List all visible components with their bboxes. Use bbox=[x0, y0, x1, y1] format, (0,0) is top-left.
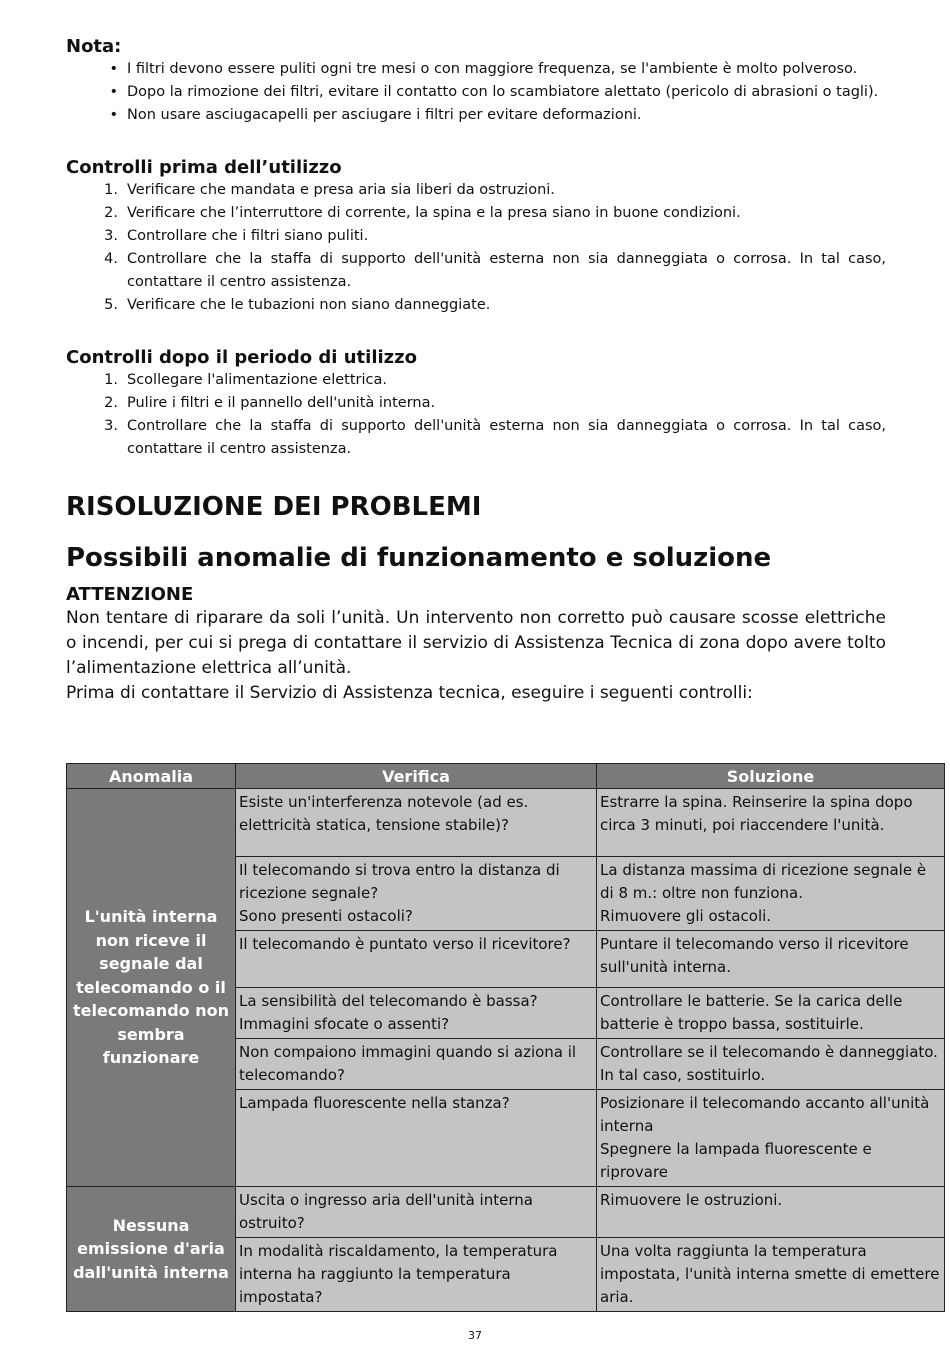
soluzione-cell: Controllare le batterie. Se la carica delle batterie è troppo bassa, sostituirle. bbox=[597, 988, 945, 1039]
verifica-cell: In modalità riscaldamento, la temperatura interna ha raggiunto la temperatura impostata? bbox=[236, 1238, 597, 1312]
controlli-dopo-title: Controlli dopo il periodo di utilizzo bbox=[66, 347, 417, 368]
list-item: • I filtri devono essere puliti ogni tre mesi o con maggiore frequenza, se l'ambiente è molto polveroso. bbox=[109, 61, 858, 77]
header-anomalia: Anomalia bbox=[67, 764, 236, 789]
table-row bbox=[67, 789, 945, 857]
anomaly-cell: L'unità interna non riceve il segnale dal telecomando o il telecomando non sembra funzionare bbox=[67, 789, 236, 1187]
attention-title: ATTENZIONE bbox=[66, 584, 194, 605]
controlli-prima-list bbox=[66, 179, 886, 317]
verifica-cell: La sensibilità del telecomando è bassa? Immagini sfocate o assenti? bbox=[236, 988, 597, 1039]
list-item: 1. Verificare che mandata e presa aria sia liberi da ostruzioni. bbox=[104, 182, 555, 198]
header-soluzione: Soluzione bbox=[597, 764, 945, 789]
verifica-cell: Lampada fluorescente nella stanza? bbox=[236, 1090, 597, 1187]
header-verifica: Verifica bbox=[236, 764, 597, 789]
list-item: 5. Verificare che le tubazioni non siano danneggiate. bbox=[104, 297, 491, 313]
table-row bbox=[67, 1187, 945, 1238]
soluzione-cell: Estrarre la spina. Reinserire la spina dopo circa 3 minuti, poi riaccendere l'unità. bbox=[597, 789, 945, 857]
soluzione-cell: Una volta raggiunta la temperatura impostata, l'unità interna smette di emettere aria. bbox=[597, 1238, 945, 1312]
list-item-text: Dopo la rimozione dei filtri, evitare il contatto con lo scambiatore alettato (pericolo di abrasioni o tagli). bbox=[127, 84, 879, 100]
list-item: • Non usare asciugacapelli per asciugare i filtri per evitare deformazioni. bbox=[109, 107, 642, 123]
verifica-cell: Esiste un'interferenza notevole (ad es. elettricità statica, tensione stabile)? bbox=[236, 789, 597, 857]
soluzione-cell: Posizionare il telecomando accanto all'unità interna Spegnere la lampada fluorescente e riprovare bbox=[597, 1090, 945, 1187]
list-item: 2. Verificare che l’interruttore di corrente, la spina e la presa siano in buone condizioni. bbox=[104, 205, 741, 221]
verifica-cell: Non compaiono immagini quando si aziona il telecomando? bbox=[236, 1039, 597, 1090]
list-item: • Dopo la rimozione dei filtri, evitare il contatto con lo scambiatore alettato (pericolo di abrasioni o tagli). bbox=[109, 84, 879, 100]
verifica-cell: Uscita o ingresso aria dell'unità interna ostruito? bbox=[236, 1187, 597, 1238]
section-subtitle: Possibili anomalie di funzionamento e soluzione bbox=[66, 543, 772, 573]
controlli-prima-title: Controlli prima dell’utilizzo bbox=[66, 157, 342, 178]
soluzione-cell: Rimuovere le ostruzioni. bbox=[597, 1187, 945, 1238]
list-item: 3. Controllare che la staffa di supporto dell'unità esterna non sia danneggiata o corrosa. In tal caso, contattare il centro assistenza. bbox=[104, 418, 886, 457]
list-item: 3. Controllare che i filtri siano puliti. bbox=[104, 228, 369, 244]
anomaly-cell: Nessuna emissione d'aria dall'unità interna bbox=[67, 1187, 236, 1312]
nota-list bbox=[66, 58, 886, 127]
page-number: 37 bbox=[468, 1329, 482, 1342]
list-item: 1. Scollegare l'alimentazione elettrica. bbox=[104, 372, 387, 388]
page-content bbox=[66, 36, 886, 706]
section-title: RISOLUZIONE DEI PROBLEMI bbox=[66, 492, 482, 522]
controlli-dopo-list bbox=[66, 369, 886, 461]
intro-text: Prima di contattare il Servizio di Assistenza tecnica, eseguire i seguenti controlli: bbox=[66, 683, 753, 703]
soluzione-cell: La distanza massima di ricezione segnale è di 8 m.: oltre non funziona. Rimuovere gli ostacoli. bbox=[597, 857, 945, 931]
verifica-cell: Il telecomando è puntato verso il ricevitore? bbox=[236, 931, 597, 988]
nota-title: Nota: bbox=[66, 36, 122, 57]
verifica-cell: Il telecomando si trova entro la distanza di ricezione segnale? Sono presenti ostacoli? bbox=[236, 857, 597, 931]
list-item: 2. Pulire i filtri e il pannello dell'unità interna. bbox=[104, 395, 436, 411]
list-item: 4. Controllare che la staffa di supporto dell'unità esterna non sia danneggiata o corrosa. In tal caso, contattare il centro assistenza. bbox=[104, 251, 886, 290]
attention-text: Non tentare di riparare da soli l’unità. Un intervento non corretto può causare scosse elettriche o incendi, per cui si prega di contattare il servizio di Assistenza Tecnica di zona dopo avere tolto l’alimentazione elettrica all’unità. bbox=[66, 608, 886, 678]
list-item-text: I filtri devono essere puliti ogni tre mesi o con maggiore frequenza, se l'ambiente è molto polveroso. bbox=[127, 61, 858, 77]
list-item-text: Non usare asciugacapelli per asciugare i filtri per evitare deformazioni. bbox=[127, 107, 642, 123]
soluzione-cell: Puntare il telecomando verso il ricevitore sull'unità interna. bbox=[597, 931, 945, 988]
table-header-row bbox=[67, 764, 945, 789]
soluzione-cell: Controllare se il telecomando è danneggiato. In tal caso, sostituirlo. bbox=[597, 1039, 945, 1090]
troubleshooting-table bbox=[66, 763, 945, 1312]
